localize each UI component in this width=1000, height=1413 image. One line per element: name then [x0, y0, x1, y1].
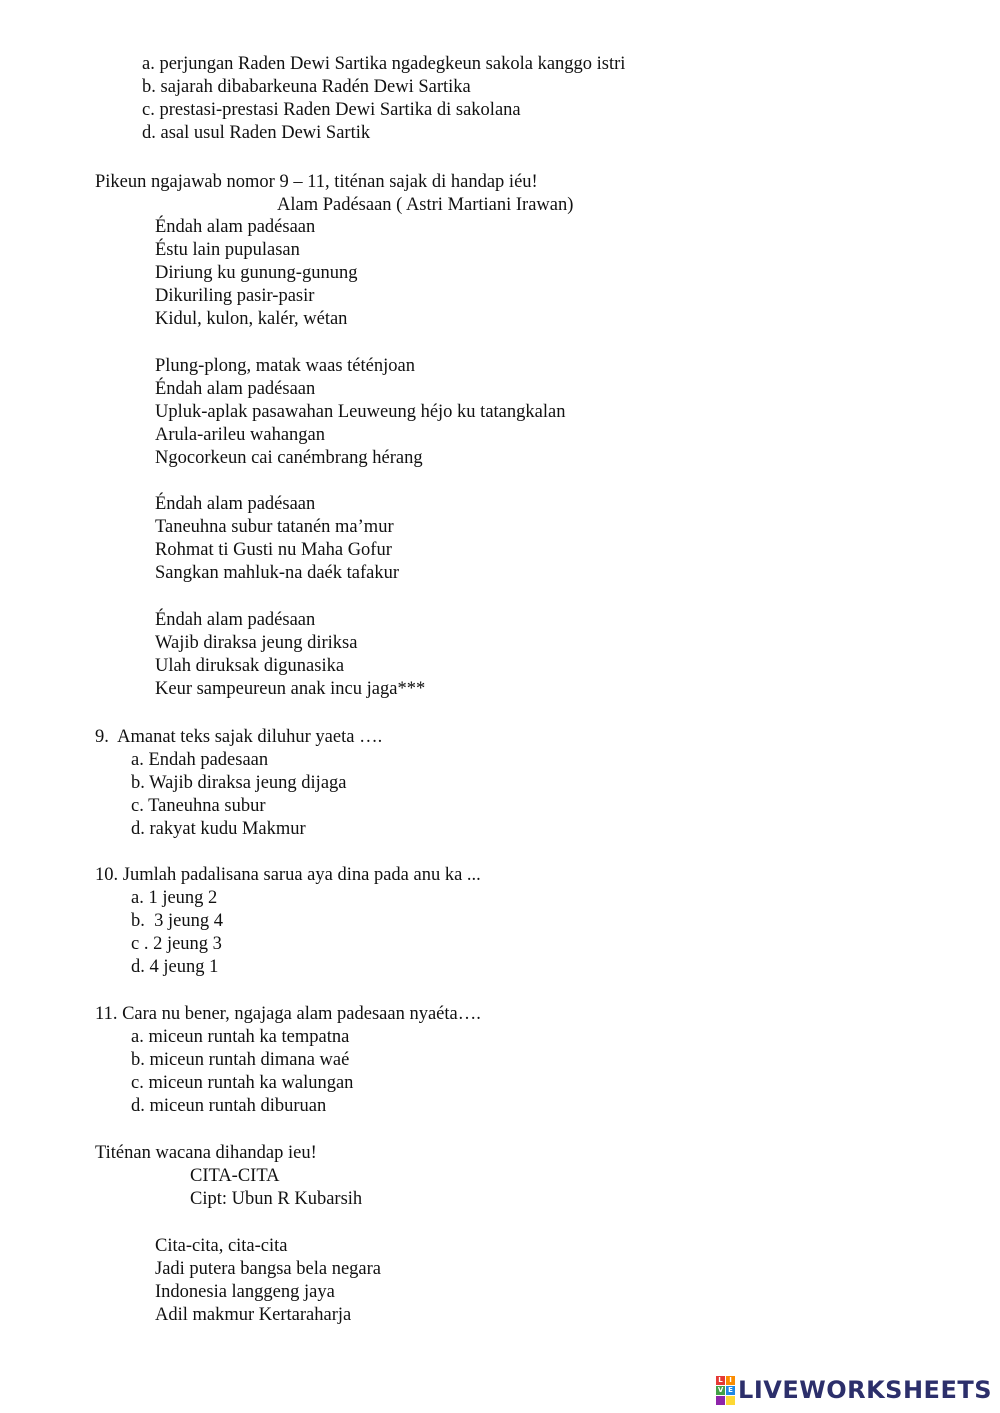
q10-question: 10. Jumlah padalisana sarua aya dina pada anu ka ...	[95, 865, 481, 885]
q10-option-a[interactable]: a. 1 jeung 2	[131, 888, 218, 908]
poem1-line: Wajib diraksa jeung diriksa	[155, 633, 358, 653]
poem1-line: Dikuriling pasir-pasir	[155, 286, 315, 306]
q11-option-c[interactable]: c. miceun runtah ka walungan	[131, 1073, 354, 1093]
poem2-line: Adil makmur Kertaraharja	[155, 1305, 352, 1325]
liveworksheets-logo-text: LIVEWORKSHEETS	[738, 1376, 992, 1404]
q8-option-b: b. sajarah dibabarkeuna Radén Dewi Sartika	[142, 77, 471, 97]
poem1-line: Éndah alam padésaan	[155, 217, 316, 237]
q11-question: 11. Cara nu bener, ngajaga alam padesaan nyaéta….	[95, 1004, 481, 1024]
logo-tile	[726, 1396, 735, 1405]
q9-option-d[interactable]: d. rakyat kudu Makmur	[131, 819, 306, 839]
poem1-instruction: Pikeun ngajawab nomor 9 – 11, titénan sajak di handap iéu!	[95, 172, 538, 192]
poem2-instruction: Titénan wacana dihandap ieu!	[95, 1143, 317, 1163]
poem1-line: Diriung ku gunung-gunung	[155, 263, 358, 283]
q9-option-a[interactable]: a. Endah padesaan	[131, 750, 269, 770]
logo-tile: I	[726, 1376, 735, 1385]
poem1-line: Plung-plong, matak waas téténjoan	[155, 356, 415, 376]
poem1-line: Arula-arileu wahangan	[155, 425, 326, 445]
poem1-title: Alam Padésaan ( Astri Martiani Irawan)	[277, 195, 574, 215]
q11-option-b[interactable]: b. miceun runtah dimana waé	[131, 1050, 350, 1070]
logo-tile: L	[716, 1376, 725, 1385]
poem1-line: Taneuhna subur tatanén ma’mur	[155, 517, 394, 537]
q10-option-c[interactable]: c . 2 jeung 3	[131, 934, 222, 954]
poem1-line: Kidul, kulon, kalér, wétan	[155, 309, 348, 329]
poem2-line: Jadi putera bangsa bela negara	[155, 1259, 382, 1279]
q11-option-d[interactable]: d. miceun runtah diburuan	[131, 1096, 327, 1116]
q11-option-a[interactable]: a. miceun runtah ka tempatna	[131, 1027, 350, 1047]
q10-option-b[interactable]: b. 3 jeung 4	[131, 911, 223, 931]
poem2-line: Indonesia langgeng jaya	[155, 1282, 335, 1302]
poem1-line: Rohmat ti Gusti nu Maha Gofur	[155, 540, 392, 560]
q8-option-c: c. prestasi-prestasi Raden Dewi Sartika di sakolana	[142, 100, 521, 120]
poem1-line: Ngocorkeun cai canémbrang hérang	[155, 448, 423, 468]
q8-option-d: d. asal usul Raden Dewi Sartik	[142, 123, 371, 143]
q10-option-d[interactable]: d. 4 jeung 1	[131, 957, 219, 977]
q9-question: 9. Amanat teks sajak diluhur yaeta ….	[95, 727, 383, 747]
poem1-line: Ulah diruksak digunasika	[155, 656, 345, 676]
poem1-line: Sangkan mahluk-na daék tafakur	[155, 563, 400, 583]
poem2-author: Cipt: Ubun R Kubarsih	[190, 1189, 363, 1209]
q9-option-c[interactable]: c. Taneuhna subur	[131, 796, 266, 816]
poem2-line: Cita-cita, cita-cita	[155, 1236, 288, 1256]
poem2-title: CITA-CITA	[190, 1166, 280, 1186]
liveworksheets-logo-icon	[716, 1376, 735, 1405]
logo-tile: V	[717, 1385, 724, 1394]
q9-option-b[interactable]: b. Wajib diraksa jeung dijaga	[131, 773, 347, 793]
poem1-line: Éndah alam padésaan	[155, 494, 316, 514]
liveworksheets-logo	[716, 1375, 992, 1405]
poem1-line: Éndah alam padésaan	[155, 379, 316, 399]
logo-tile: E	[726, 1386, 735, 1395]
poem1-line: Keur sampeureun anak incu jaga***	[155, 679, 426, 699]
poem1-line: Upluk-aplak pasawahan Leuweung héjo ku tatangkalan	[155, 402, 566, 422]
poem1-line: Éstu lain pupulasan	[155, 240, 300, 260]
poem1-line: Éndah alam padésaan	[155, 610, 316, 630]
q8-option-a: a. perjungan Raden Dewi Sartika ngadegkeun sakola kanggo istri	[142, 54, 626, 74]
logo-tile	[716, 1396, 725, 1405]
